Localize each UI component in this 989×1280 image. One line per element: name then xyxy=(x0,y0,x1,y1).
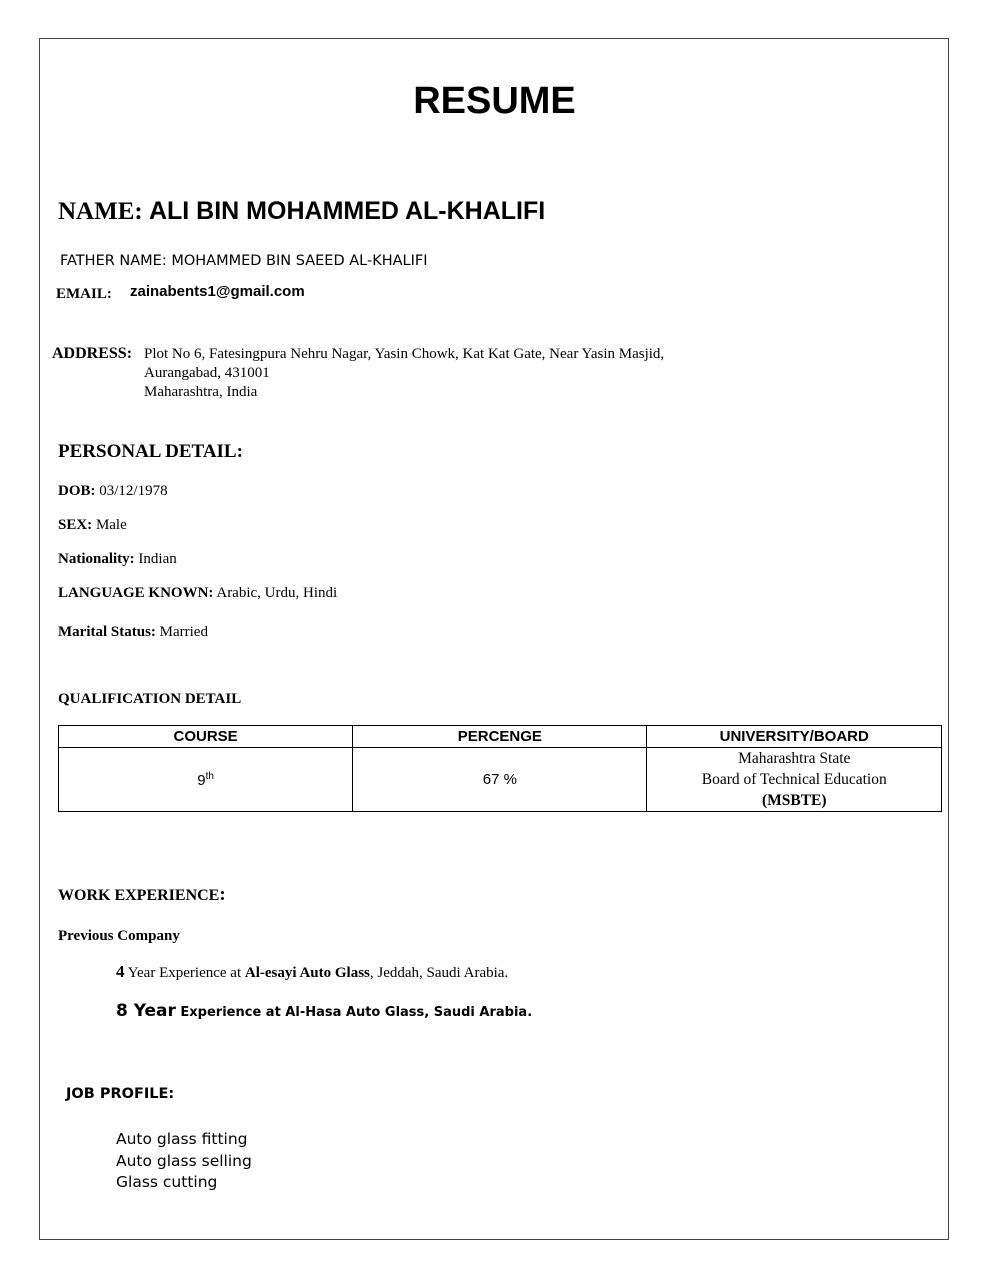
course-value: 9 xyxy=(197,771,206,789)
address-line-1: Plot No 6, Fatesingpura Nehru Nagar, Yasin Chowk, Kat Kat Gate, Near Yasin Masjid, xyxy=(144,346,665,362)
dob-label: DOB: xyxy=(58,483,96,499)
email-value: zainabents1@gmail.com xyxy=(130,283,305,300)
sex-label: SEX: xyxy=(58,517,93,533)
board-line-2: Board of Technical Education xyxy=(701,771,887,788)
cell-course xyxy=(59,748,353,812)
name-line xyxy=(58,197,545,226)
nationality-row xyxy=(58,551,177,568)
father-name: FATHER NAME: MOHAMMED BIN SAEED AL-KHALIFI xyxy=(60,253,428,269)
address-line-3: Maharashtra, India xyxy=(144,384,258,400)
board-line-3: (MSBTE) xyxy=(761,792,827,809)
work-experience-heading xyxy=(58,884,226,906)
nationality-value: Indian xyxy=(138,551,177,567)
header-course: COURSE xyxy=(59,726,353,748)
exp2-years: 8 Year xyxy=(116,1001,176,1021)
name-label: NAME: xyxy=(58,198,143,225)
exp2-text: Experience at Al-Hasa Auto Glass, Saudi Arabia. xyxy=(175,1005,533,1020)
work-heading-text: WORK EXPERIENCE xyxy=(58,887,220,904)
header-percentage: PERCENGE xyxy=(353,726,647,748)
cell-board xyxy=(647,748,942,812)
email-label: EMAIL: xyxy=(56,286,112,302)
nationality-label: Nationality: xyxy=(58,551,135,567)
dob-value: 03/12/1978 xyxy=(99,483,168,499)
cell-percentage: 67 % xyxy=(353,748,647,812)
exp1-location: , Jeddah, Saudi Arabia. xyxy=(369,965,509,981)
exp1-text: Year Experience at xyxy=(124,965,245,981)
job-profile-heading: JOB PROFILE: xyxy=(66,1086,175,1102)
table-row xyxy=(59,748,942,812)
header-board: UNIVERSITY/BOARD xyxy=(647,726,942,748)
job-item-1: Auto glass fitting xyxy=(116,1130,248,1148)
marital-value: Married xyxy=(159,624,208,640)
previous-company-label: Previous Company xyxy=(58,928,180,944)
language-value: Arabic, Urdu, Hindi xyxy=(216,585,338,601)
board-line-1: Maharashtra State xyxy=(738,750,851,767)
qualification-heading: QUALIFICATION DETAIL xyxy=(58,691,242,707)
sex-row xyxy=(58,517,127,534)
marital-label: Marital Status: xyxy=(58,624,156,640)
personal-detail-heading: PERSONAL DETAIL: xyxy=(58,441,243,462)
dob-row xyxy=(58,483,168,500)
sex-value: Male xyxy=(95,517,127,533)
resume-title: RESUME xyxy=(413,80,576,122)
experience-2 xyxy=(116,1001,532,1021)
course-superscript: th xyxy=(205,770,214,782)
experience-1 xyxy=(116,962,508,982)
marital-row xyxy=(58,624,208,641)
address-label: ADDRESS: xyxy=(52,345,133,362)
table-header-row xyxy=(59,726,942,748)
address-line-2: Aurangabad, 431001 xyxy=(144,365,270,381)
language-row xyxy=(58,585,337,602)
job-item-2: Auto glass selling xyxy=(116,1152,252,1170)
work-heading-colon: : xyxy=(219,884,226,905)
name-value: ALI BIN MOHAMMED AL-KHALIFI xyxy=(148,197,546,225)
qualification-table xyxy=(58,725,942,812)
language-label: LANGUAGE KNOWN: xyxy=(58,585,214,601)
job-item-3: Glass cutting xyxy=(116,1173,218,1191)
exp1-company: Al-esayi Auto Glass xyxy=(244,965,370,981)
exp1-years: 4 xyxy=(116,962,125,981)
